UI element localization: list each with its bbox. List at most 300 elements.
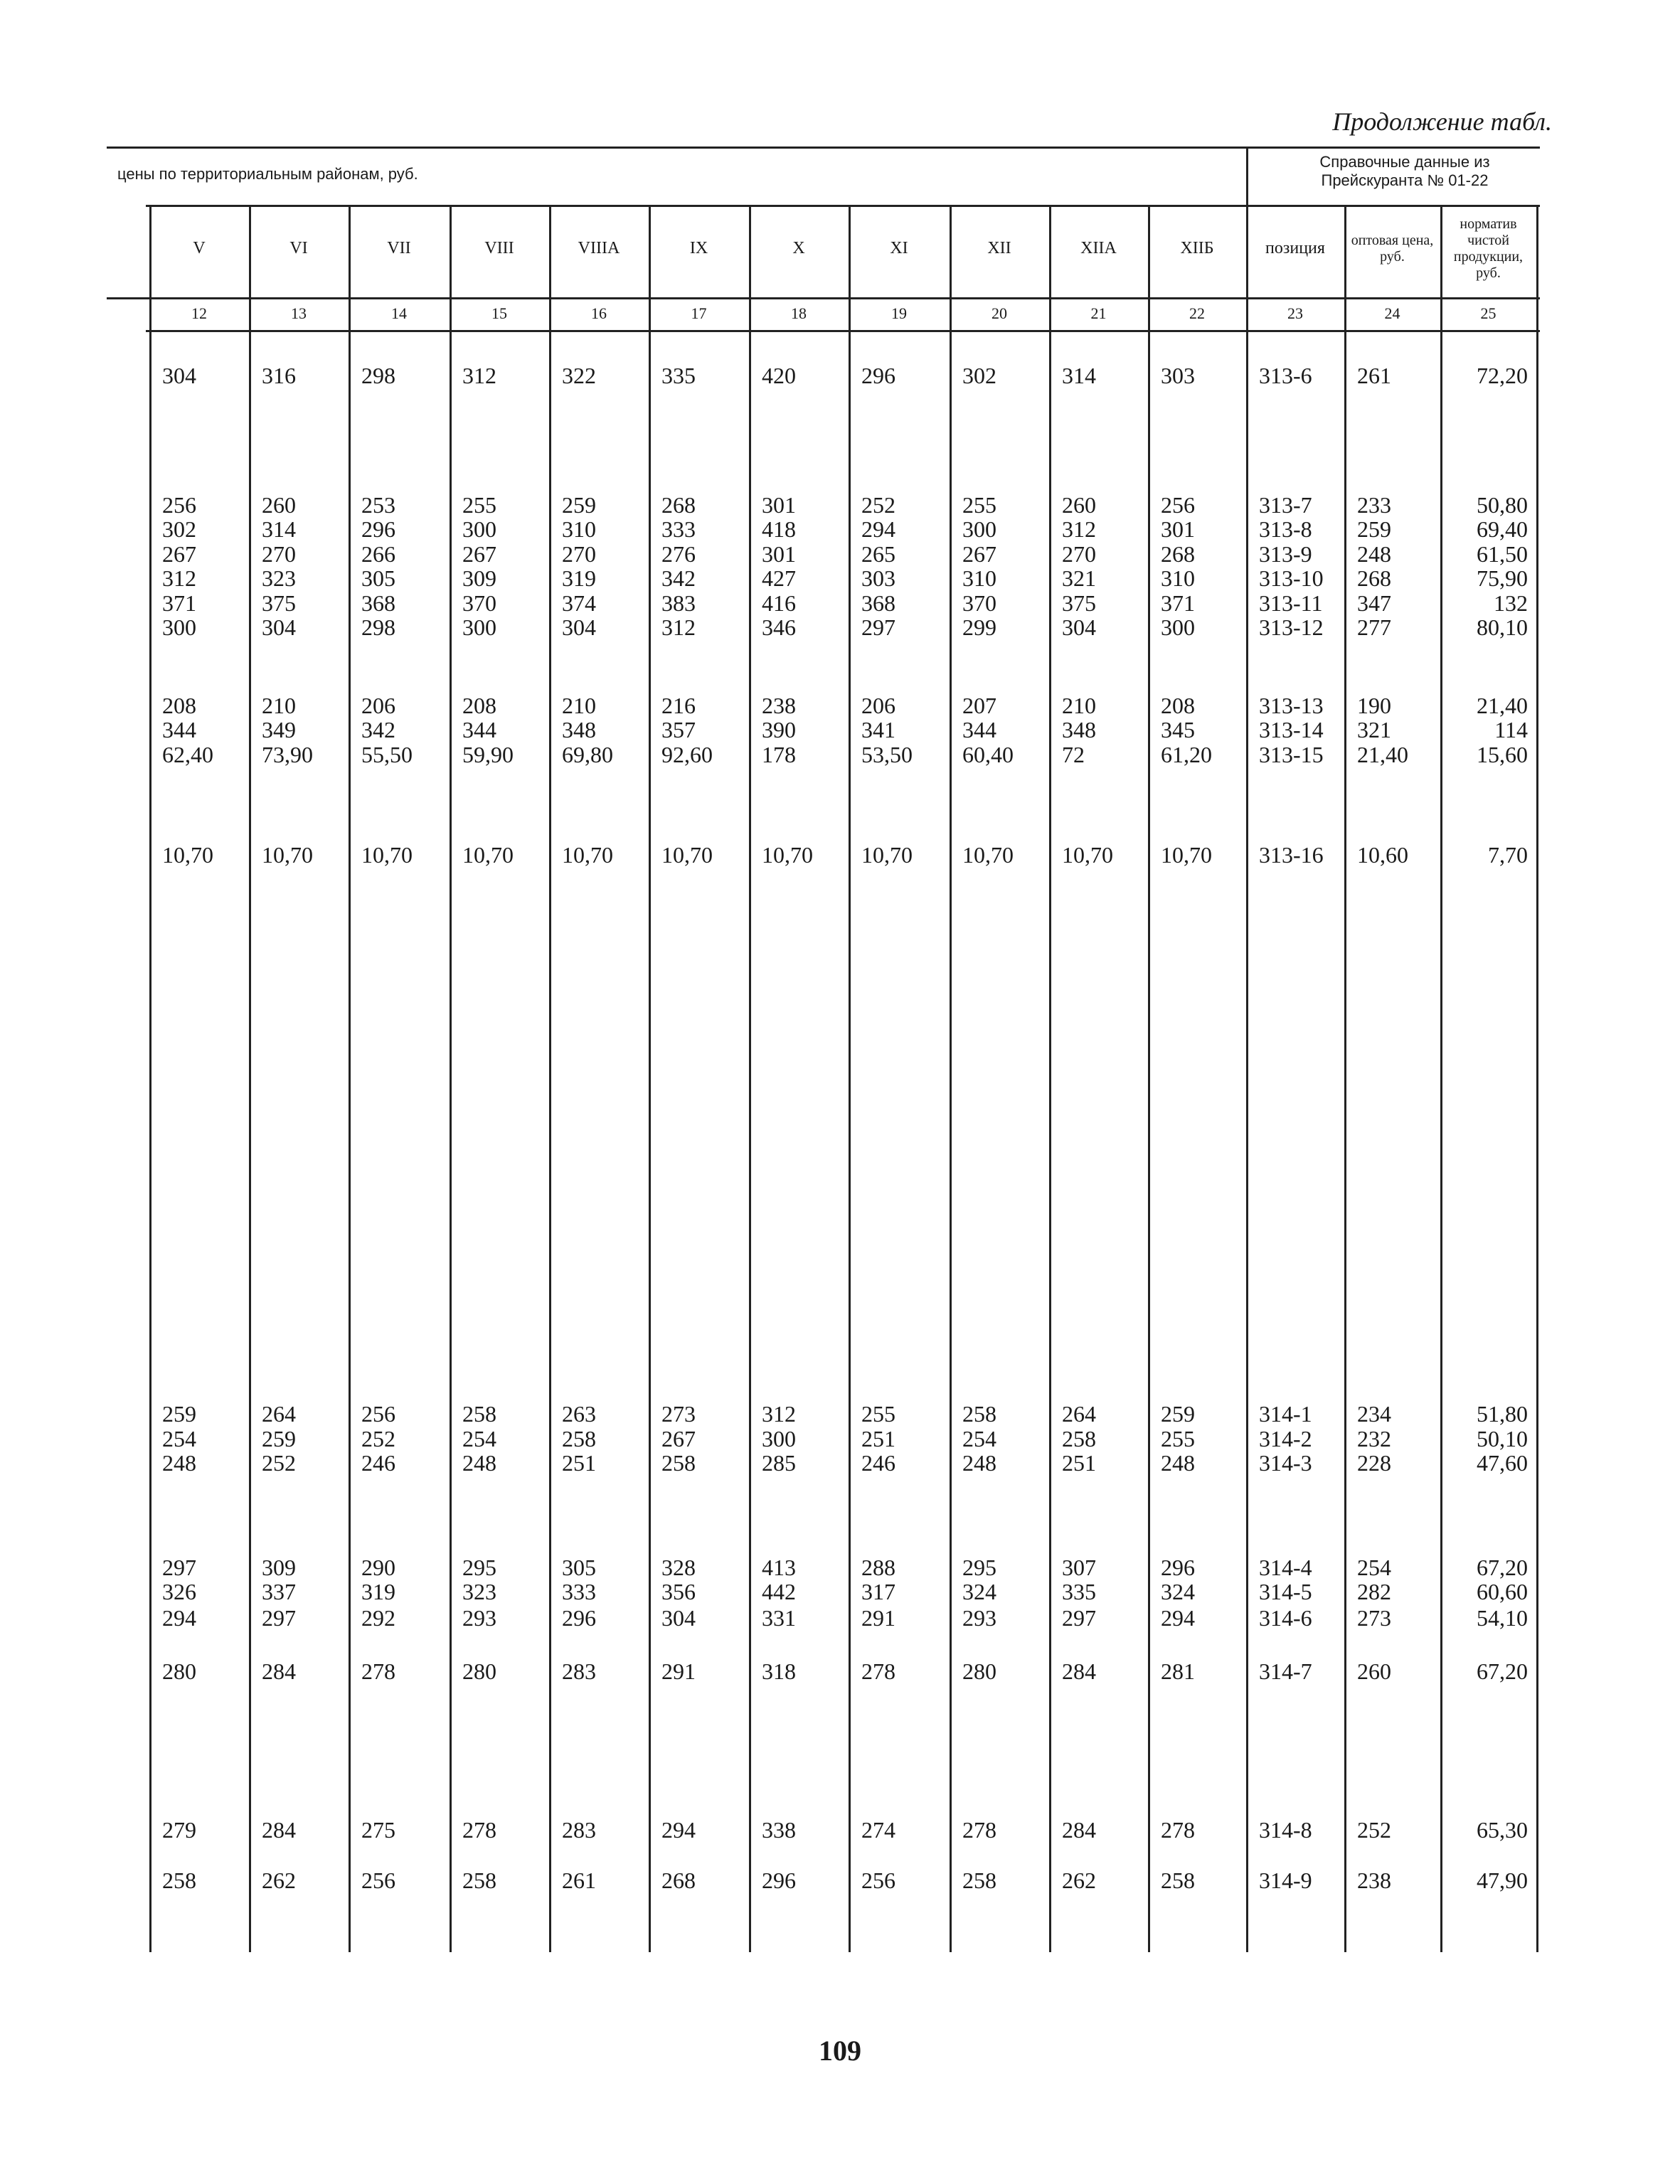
table-cell: 251	[562, 1450, 596, 1476]
table-cell: 281	[1161, 1658, 1195, 1684]
table-cell: 273	[1357, 1605, 1391, 1631]
table-cell: 318	[762, 1658, 796, 1684]
table-cell: 331	[762, 1605, 796, 1631]
column-number: 17	[691, 304, 707, 322]
table-cell: 10,70	[361, 842, 413, 868]
table-cell: 92,60	[661, 742, 713, 767]
column-header: XIIБ	[1180, 239, 1214, 258]
table-cell: 258	[661, 1450, 696, 1476]
table-cell: 284	[1062, 1658, 1096, 1684]
table-cell: 344	[462, 717, 496, 742]
table-cell: 313-15	[1259, 742, 1324, 767]
table-cell: 47,60	[1477, 1450, 1528, 1476]
table-cell: 270	[262, 541, 296, 567]
table-cell: 290	[361, 1555, 395, 1580]
table-cell: 312	[162, 565, 196, 591]
table-cell: 251	[1062, 1450, 1096, 1476]
column-header: XIIA	[1080, 239, 1117, 258]
table-cell: 370	[962, 590, 996, 616]
table-cell: 72	[1062, 742, 1085, 767]
table-cell: 258	[562, 1426, 596, 1451]
column-border	[450, 205, 452, 1952]
table-cell: 300	[162, 614, 196, 640]
table-cell: 314-5	[1259, 1579, 1312, 1604]
column-border	[249, 205, 251, 1952]
column-border	[950, 205, 952, 1952]
column-number: 25	[1480, 304, 1496, 322]
continuation-label: Продолжение табл.	[1332, 107, 1552, 136]
table-cell: 274	[861, 1817, 895, 1843]
column-header: X	[792, 239, 805, 258]
table-cell: 328	[661, 1555, 696, 1580]
table-cell: 314-3	[1259, 1450, 1312, 1476]
table-cell: 323	[262, 565, 296, 591]
table-cell: 302	[162, 516, 196, 542]
table-cell: 301	[762, 541, 796, 567]
table-cell: 316	[262, 363, 296, 388]
table-cell: 275	[361, 1817, 395, 1843]
table-cell: 15,60	[1477, 742, 1528, 767]
table-cell: 294	[162, 1605, 196, 1631]
table-cell: 54,10	[1477, 1605, 1528, 1631]
table-cell: 314-1	[1259, 1401, 1312, 1427]
table-cell: 252	[361, 1426, 395, 1451]
table-cell: 300	[462, 516, 496, 542]
table-cell: 313-10	[1259, 565, 1324, 591]
table-cell: 313-13	[1259, 693, 1324, 718]
table-cell: 301	[762, 492, 796, 518]
table-cell: 268	[661, 492, 696, 518]
column-border	[349, 205, 351, 1952]
table-cell: 314-8	[1259, 1817, 1312, 1843]
table-cell: 307	[1062, 1555, 1096, 1580]
table-cell: 261	[562, 1868, 596, 1893]
table-cell: 301	[1161, 516, 1195, 542]
table-cell: 260	[1357, 1658, 1391, 1684]
table-cell: 305	[562, 1555, 596, 1580]
column-number: 16	[591, 304, 607, 322]
table-cell: 291	[661, 1658, 696, 1684]
table-cell: 442	[762, 1579, 796, 1604]
table-cell: 61,20	[1161, 742, 1212, 767]
table-cell: 312	[661, 614, 696, 640]
table-cell: 55,50	[361, 742, 413, 767]
table-cell: 284	[1062, 1817, 1096, 1843]
table-cell: 59,90	[462, 742, 514, 767]
column-border	[749, 205, 751, 1952]
table-cell: 258	[1161, 1868, 1195, 1893]
table-cell: 252	[1357, 1817, 1391, 1843]
table-cell: 261	[1357, 363, 1391, 388]
table-cell: 371	[162, 590, 196, 616]
table-cell: 313-7	[1259, 492, 1312, 518]
table-cell: 234	[1357, 1401, 1391, 1427]
table-cell: 67,20	[1477, 1658, 1528, 1684]
table-cell: 297	[1062, 1605, 1096, 1631]
table-cell: 273	[661, 1401, 696, 1427]
table-cell: 258	[1062, 1426, 1096, 1451]
table-cell: 333	[562, 1579, 596, 1604]
table-cell: 296	[361, 516, 395, 542]
table-cell: 313-16	[1259, 842, 1324, 868]
table-cell: 299	[962, 614, 996, 640]
table-cell: 374	[562, 590, 596, 616]
table-cell: 228	[1357, 1450, 1391, 1476]
table-cell: 296	[861, 363, 895, 388]
table-cell: 259	[262, 1426, 296, 1451]
table-cell: 309	[462, 565, 496, 591]
table-cell: 10,70	[762, 842, 813, 868]
table-cell: 291	[861, 1605, 895, 1631]
table-cell: 270	[562, 541, 596, 567]
table-cell: 344	[962, 717, 996, 742]
column-header: позиция	[1265, 239, 1325, 258]
table-cell: 356	[661, 1579, 696, 1604]
table-cell: 259	[1357, 516, 1391, 542]
table-cell: 335	[661, 363, 696, 388]
table-cell: 283	[562, 1817, 596, 1843]
table-cell: 132	[1494, 590, 1528, 616]
table-cell: 310	[1161, 565, 1195, 591]
table-cell: 297	[162, 1555, 196, 1580]
table-cell: 278	[462, 1817, 496, 1843]
table-cell: 262	[1062, 1868, 1096, 1893]
table-cell: 216	[661, 693, 696, 718]
table-cell: 278	[1161, 1817, 1195, 1843]
table-cell: 368	[861, 590, 895, 616]
table-cell: 342	[661, 565, 696, 591]
table-cell: 321	[1062, 565, 1096, 591]
table-cell: 324	[1161, 1579, 1195, 1604]
table-cell: 256	[861, 1868, 895, 1893]
table-cell: 341	[861, 717, 895, 742]
table-cell: 248	[462, 1450, 496, 1476]
table-cell: 252	[861, 492, 895, 518]
column-border	[1536, 205, 1538, 1952]
table-cell: 416	[762, 590, 796, 616]
table-cell: 335	[1062, 1579, 1096, 1604]
table-cell: 300	[962, 516, 996, 542]
table-cell: 294	[1161, 1605, 1195, 1631]
table-cell: 251	[861, 1426, 895, 1451]
table-cell: 284	[262, 1817, 296, 1843]
table-cell: 278	[861, 1658, 895, 1684]
column-number: 24	[1384, 304, 1400, 322]
table-cell: 75,90	[1477, 565, 1528, 591]
column-border	[1246, 149, 1248, 1952]
table-cell: 206	[361, 693, 395, 718]
column-border	[849, 205, 851, 1952]
table-cell: 300	[462, 614, 496, 640]
column-border	[1049, 205, 1051, 1952]
table-cell: 427	[762, 565, 796, 591]
table-cell: 297	[262, 1605, 296, 1631]
table-cell: 314-2	[1259, 1426, 1312, 1451]
table-cell: 210	[262, 693, 296, 718]
table-cell: 346	[762, 614, 796, 640]
table-cell: 304	[262, 614, 296, 640]
table-cell: 10,60	[1357, 842, 1408, 868]
table-cell: 254	[1357, 1555, 1391, 1580]
table-cell: 284	[262, 1658, 296, 1684]
column-number-rule	[146, 330, 1540, 332]
column-header-rule	[107, 297, 1540, 299]
table-cell: 10,70	[661, 842, 713, 868]
table-cell: 319	[562, 565, 596, 591]
table-cell: 313-9	[1259, 541, 1312, 567]
table-cell: 21,40	[1357, 742, 1408, 767]
table-cell: 314	[262, 516, 296, 542]
table-cell: 258	[462, 1868, 496, 1893]
column-header: IX	[689, 239, 708, 258]
group-header-reference: Справочные данные из Прейскуранта № 01-22	[1319, 153, 1490, 190]
table-cell: 255	[962, 492, 996, 518]
table-cell: 304	[162, 363, 196, 388]
table-cell: 304	[562, 614, 596, 640]
table-cell: 65,30	[1477, 1817, 1528, 1843]
table-cell: 310	[562, 516, 596, 542]
table-cell: 260	[262, 492, 296, 518]
table-cell: 69,40	[1477, 516, 1528, 542]
group-header-prices: цены по территориальным районам, руб.	[117, 165, 418, 183]
table-cell: 267	[661, 1426, 696, 1451]
table-cell: 266	[361, 541, 395, 567]
table-cell: 294	[861, 516, 895, 542]
table-cell: 10,70	[162, 842, 213, 868]
table-cell: 208	[462, 693, 496, 718]
table-cell: 259	[562, 492, 596, 518]
table-cell: 256	[361, 1868, 395, 1893]
table-cell: 114	[1494, 717, 1528, 742]
table-cell: 375	[1062, 590, 1096, 616]
table-cell: 302	[962, 363, 996, 388]
column-border	[1440, 205, 1442, 1952]
column-number: 19	[891, 304, 907, 322]
table-cell: 178	[762, 742, 796, 767]
table-cell: 390	[762, 717, 796, 742]
table-cell: 208	[162, 693, 196, 718]
table-cell: 255	[462, 492, 496, 518]
table-cell: 300	[1161, 614, 1195, 640]
table-cell: 10,70	[861, 842, 913, 868]
table-cell: 72,20	[1477, 363, 1528, 388]
table-cell: 368	[361, 590, 395, 616]
table-cell: 342	[361, 717, 395, 742]
table-cell: 420	[762, 363, 796, 388]
table-cell: 80,10	[1477, 614, 1528, 640]
table-cell: 298	[361, 363, 395, 388]
table-cell: 304	[661, 1605, 696, 1631]
table-cell: 280	[962, 1658, 996, 1684]
column-header: XI	[890, 239, 908, 258]
table-cell: 268	[1357, 565, 1391, 591]
table-cell: 50,10	[1477, 1426, 1528, 1451]
table-cell: 267	[162, 541, 196, 567]
table-cell: 238	[762, 693, 796, 718]
table-cell: 253	[361, 492, 395, 518]
column-header: VII	[387, 239, 411, 258]
column-number: 22	[1189, 304, 1205, 322]
table-cell: 305	[361, 565, 395, 591]
table-cell: 69,80	[562, 742, 613, 767]
table-cell: 210	[562, 693, 596, 718]
table-cell: 348	[562, 717, 596, 742]
table-cell: 7,70	[1488, 842, 1528, 868]
table-cell: 323	[462, 1579, 496, 1604]
table-cell: 255	[1161, 1426, 1195, 1451]
table-cell: 304	[1062, 614, 1096, 640]
table-cell: 313-11	[1259, 590, 1323, 616]
table-cell: 206	[861, 693, 895, 718]
table-cell: 21,40	[1477, 693, 1528, 718]
table-cell: 50,80	[1477, 492, 1528, 518]
table-cell: 347	[1357, 590, 1391, 616]
column-border	[1148, 205, 1150, 1952]
table-cell: 348	[1062, 717, 1096, 742]
table-cell: 300	[762, 1426, 796, 1451]
table-cell: 267	[962, 541, 996, 567]
table-cell: 258	[962, 1868, 996, 1893]
table-cell: 254	[462, 1426, 496, 1451]
column-header: VIII	[484, 239, 514, 258]
table-cell: 210	[1062, 693, 1096, 718]
table-cell: 61,50	[1477, 541, 1528, 567]
table-cell: 370	[462, 590, 496, 616]
table-cell: 10,70	[962, 842, 1014, 868]
column-number: 18	[791, 304, 807, 322]
table-cell: 303	[861, 565, 895, 591]
page-number: 109	[819, 2035, 861, 2067]
table-cell: 73,90	[262, 742, 313, 767]
table-cell: 295	[962, 1555, 996, 1580]
table-cell: 246	[861, 1450, 895, 1476]
table-cell: 309	[262, 1555, 296, 1580]
table-cell: 314-4	[1259, 1555, 1312, 1580]
table-cell: 264	[262, 1401, 296, 1427]
table-cell: 312	[462, 363, 496, 388]
column-header: XII	[987, 239, 1011, 258]
column-border	[149, 205, 151, 1952]
column-number: 15	[491, 304, 507, 322]
column-number: 13	[291, 304, 307, 322]
table-cell: 232	[1357, 1426, 1391, 1451]
table-cell: 10,70	[562, 842, 613, 868]
table-cell: 313-8	[1259, 516, 1312, 542]
table-cell: 322	[562, 363, 596, 388]
table-cell: 60,40	[962, 742, 1014, 767]
table-cell: 310	[962, 565, 996, 591]
table-cell: 324	[962, 1579, 996, 1604]
column-border	[649, 205, 651, 1952]
table-cell: 248	[1161, 1450, 1195, 1476]
table-cell: 190	[1357, 693, 1391, 718]
table-cell: 256	[162, 492, 196, 518]
table-cell: 333	[661, 516, 696, 542]
table-cell: 267	[462, 541, 496, 567]
table-cell: 258	[962, 1401, 996, 1427]
table-cell: 10,70	[1161, 842, 1212, 868]
table-cell: 260	[1062, 492, 1096, 518]
table-cell: 319	[361, 1579, 395, 1604]
column-header: VI	[289, 239, 308, 258]
table-cell: 278	[361, 1658, 395, 1684]
column-header: оптовая цена, руб.	[1351, 233, 1434, 265]
column-number: 21	[1090, 304, 1107, 322]
table-cell: 47,90	[1477, 1868, 1528, 1893]
table-cell: 298	[361, 614, 395, 640]
table-cell: 285	[762, 1450, 796, 1476]
table-cell: 60,60	[1477, 1579, 1528, 1604]
table-cell: 314-9	[1259, 1868, 1312, 1893]
table-cell: 293	[462, 1605, 496, 1631]
column-border	[549, 205, 551, 1952]
table-cell: 259	[162, 1401, 196, 1427]
table-cell: 270	[1062, 541, 1096, 567]
table-cell: 248	[1357, 541, 1391, 567]
table-cell: 268	[661, 1868, 696, 1893]
column-border	[1344, 205, 1346, 1952]
column-number: 12	[191, 304, 207, 322]
table-cell: 292	[361, 1605, 395, 1631]
column-header: норматив чистой продукции, руб.	[1453, 216, 1524, 281]
table-cell: 276	[661, 541, 696, 567]
table-cell: 208	[1161, 693, 1195, 718]
table-cell: 344	[162, 717, 196, 742]
table-cell: 313-6	[1259, 363, 1312, 388]
table-cell: 254	[162, 1426, 196, 1451]
column-number: 14	[391, 304, 407, 322]
table-cell: 371	[1161, 590, 1195, 616]
table-cell: 264	[1062, 1401, 1096, 1427]
column-header: V	[193, 239, 206, 258]
table-cell: 258	[162, 1868, 196, 1893]
table-cell: 418	[762, 516, 796, 542]
table-cell: 303	[1161, 363, 1195, 388]
table-cell: 357	[661, 717, 696, 742]
top-rule	[107, 147, 1540, 149]
table-cell: 293	[962, 1605, 996, 1631]
table-cell: 314-7	[1259, 1658, 1312, 1684]
table-cell: 345	[1161, 717, 1195, 742]
column-number: 23	[1287, 304, 1303, 322]
table-cell: 259	[1161, 1401, 1195, 1427]
table-cell: 252	[262, 1450, 296, 1476]
table-cell: 338	[762, 1817, 796, 1843]
table-cell: 238	[1357, 1868, 1391, 1893]
table-cell: 282	[1357, 1579, 1391, 1604]
table-cell: 296	[1161, 1555, 1195, 1580]
table-cell: 279	[162, 1817, 196, 1843]
table-cell: 10,70	[262, 842, 313, 868]
column-number: 20	[991, 304, 1007, 322]
table-cell: 349	[262, 717, 296, 742]
table-cell: 413	[762, 1555, 796, 1580]
table-cell: 312	[762, 1401, 796, 1427]
table-cell: 280	[162, 1658, 196, 1684]
table-cell: 258	[462, 1401, 496, 1427]
table-cell: 280	[462, 1658, 496, 1684]
table-cell: 312	[1062, 516, 1096, 542]
table-cell: 296	[762, 1868, 796, 1893]
table-cell: 383	[661, 590, 696, 616]
table-cell: 246	[361, 1450, 395, 1476]
table-cell: 277	[1357, 614, 1391, 640]
table-cell: 288	[861, 1555, 895, 1580]
table-cell: 314	[1062, 363, 1096, 388]
table-cell: 10,70	[1062, 842, 1113, 868]
table-cell: 278	[962, 1817, 996, 1843]
table-cell: 294	[661, 1817, 696, 1843]
